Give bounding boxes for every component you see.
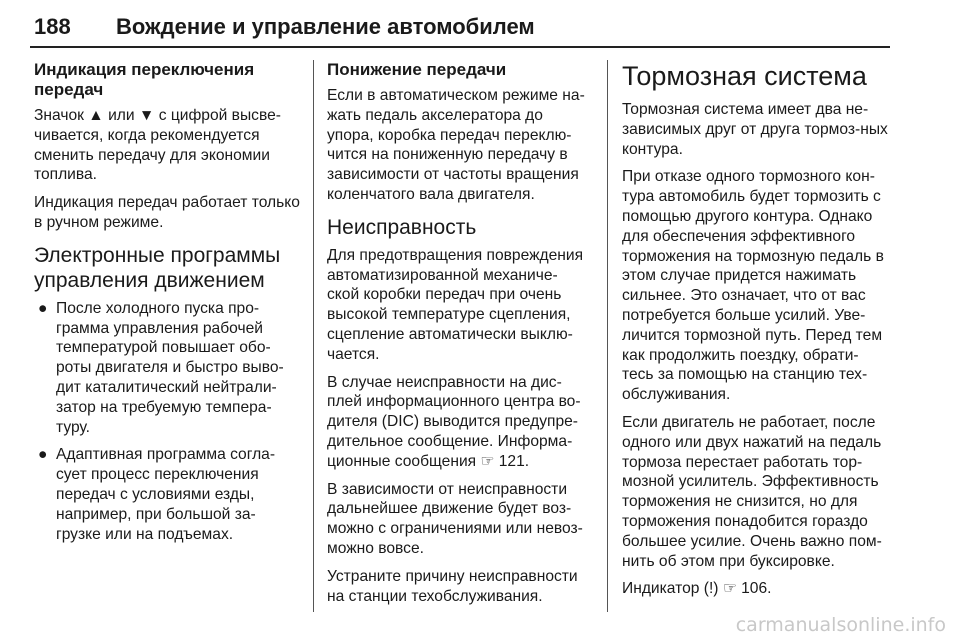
downshift-heading: Понижение передачи [327,60,507,79]
header-rule [30,46,890,48]
brake-text-2: При отказе одного тормозного кон-тура автомобиль будет тормозить с помощью другого контура. Однако для обеспечения эффективного торможения на тормозную педаль в этом случае придется нажимать сильнее. Это означает, что от вас потребуется больше усилий. Уве-личится тормозной путь. Перед тем как продолжить поездку, обрати-тесь за помощью на станцию тех-обслуживания. [622,168,884,404]
brake-text-3: Если двигатель не работает, после одного или двух нажатий на педаль тормоза перестает работать тор-мозной усилитель. Эффективность торможения не снизится, но для торможения понадобится гораздо большее усилие. Очень важно пом-нить об этом при буксировке. [622,413,882,570]
column-divider-1 [313,60,314,612]
malfunction-text-4: Устраните причину неисправности на станции техобслуживания. [327,567,578,605]
downshift-text: Если в автоматическом режиме на-жать педаль акселератора до упора, коробка передач переклю-чится на пониженную передачу в зависимости от частоты вращения коленчатого вала двигателя. [327,87,585,203]
list-item [34,299,300,438]
chapter-title: Вождение и управление автомобилем [116,14,535,39]
column-1 [34,60,300,552]
gear-indicator-text: Значок ▲ или ▼ с цифрой высве-чивается, когда рекомендуется сменить передачу для экономии топлива. [34,107,281,184]
column-2 [327,60,589,614]
gear-indicator-manual-note: Индикация передач работает только в ручном режиме. [34,194,300,231]
gear-indicator-heading: Индикация переключения передач [34,60,255,99]
malfunction-text-1: Для предотвращения повреждения автоматизированной механиче-ской коробки передач при очень высокой температуре сцепления, сцепление автоматически выклю-чается. [327,246,584,363]
list-item [34,445,300,544]
programs-list [34,299,300,545]
page-number: 188 [34,14,71,39]
bullet-icon: ● [38,446,48,464]
column-3 [622,60,890,607]
malfunction-text-3: В зависимости от неисправности дальнейшее движение будет воз-можно с ограничениями или невоз-можно вовсе. [327,480,583,557]
electronic-programs-heading: Электронные программы управления движением [34,243,281,292]
list-item-text: После холодного пуска про-грамма управления рабочей температурой повышает обо-роты двигателя и быстро выво-дит каталитический нейтрали-затор на требуемую темпера-туру. [56,299,284,436]
page-header [30,12,890,46]
brake-system-heading: Тормозная система [622,61,867,91]
bullet-icon: ● [38,299,48,317]
list-item-text: Адаптивная программа согла-сует процесс переключения передач с условиями езды, например, при большой за-грузке или на подъемах. [56,446,276,543]
column-divider-2 [607,60,608,612]
brake-text-1: Тормозная система имеет два не-зависимых друг от друга тормоз-ных контура. [622,101,888,158]
brake-indicator-ref: Индикатор (!) ☞ 106. [622,580,772,598]
watermark: carmanualsonline.info [735,614,946,636]
malfunction-heading: Неисправность [327,215,477,239]
malfunction-text-2: В случае неисправности на дис-плей информационного центра во-дителя (DIC) выводится предупре-дительное сообщение. Информа-ционные сообщения ☞ 121. [327,373,581,470]
